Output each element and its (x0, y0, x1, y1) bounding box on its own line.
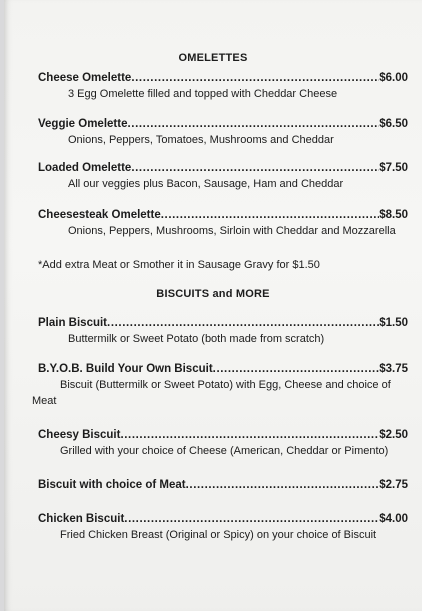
item-price: $6.50 (379, 118, 408, 130)
item-description: Buttermilk or Sweet Potato (both made from scratch) (68, 333, 325, 345)
item-price: $2.50 (379, 429, 408, 441)
item-price: $7.50 (379, 162, 408, 174)
biscuits-heading: BISCUITS and MORE (156, 288, 270, 300)
menu-item-cheese-omelette (38, 71, 408, 102)
leader-dots (213, 362, 380, 376)
menu-page (4, 0, 422, 611)
item-description: Onions, Peppers, Tomatoes, Mushrooms and Cheddar (68, 134, 334, 146)
item-description: Fried Chicken Breast (Original or Spicy) on your choice of Biscuit (60, 529, 377, 541)
item-name: Biscuit with choice of Meat (38, 479, 186, 491)
menu-item-byob-biscuit (32, 362, 408, 409)
omelettes-heading: OMELETTES (178, 52, 248, 64)
menu-item-cheesesteak-omelette (38, 208, 408, 239)
item-description: Onions, Peppers, Mushrooms, Sirloin with Cheddar and Mozzarella (68, 225, 396, 237)
leader-dots (161, 208, 379, 222)
item-description: All our veggies plus Bacon, Sausage, Ham and Cheddar (68, 178, 344, 190)
menu-item-veggie-omelette (38, 117, 408, 148)
item-price: $4.00 (379, 513, 408, 525)
item-name: Cheesy Biscuit (38, 429, 121, 441)
item-price: $3.75 (379, 363, 408, 375)
leader-dots (124, 512, 379, 526)
item-name: Chicken Biscuit (38, 513, 125, 525)
item-description: Grilled with your choice of Cheese (American, Cheddar or Pimento) (60, 445, 389, 457)
leader-dots (131, 71, 379, 85)
item-description: 3 Egg Omelette filled and topped with Cheddar Cheese (68, 88, 338, 100)
leader-dots (186, 478, 380, 492)
item-price: $6.00 (379, 72, 408, 84)
item-name: Loaded Omelette (38, 162, 132, 174)
leader-dots (120, 428, 379, 442)
leader-dots (131, 161, 379, 175)
item-name: Veggie Omelette (38, 118, 128, 130)
item-name: Cheesesteak Omelette (38, 209, 161, 221)
menu-item-plain-biscuit (38, 316, 408, 347)
menu-item-biscuit-with-meat (38, 478, 408, 492)
item-name: B.Y.O.B. Build Your Own Biscuit (38, 363, 213, 375)
menu-item-cheesy-biscuit (38, 428, 408, 459)
item-price: $8.50 (379, 209, 408, 221)
item-description: Biscuit (Buttermilk or Sweet Potato) with Egg, Cheese and choice of Meat (32, 379, 391, 407)
add-on-note: *Add extra Meat or Smother it in Sausage Gravy for $1.50 (38, 259, 320, 271)
menu-item-chicken-biscuit (38, 512, 408, 543)
leader-dots (127, 117, 379, 131)
item-price: $2.75 (379, 479, 408, 491)
item-price: $1.50 (379, 317, 408, 329)
item-name: Cheese Omelette (38, 72, 132, 84)
item-name: Plain Biscuit (38, 317, 108, 329)
leader-dots (107, 316, 379, 330)
menu-item-loaded-omelette (38, 161, 408, 192)
